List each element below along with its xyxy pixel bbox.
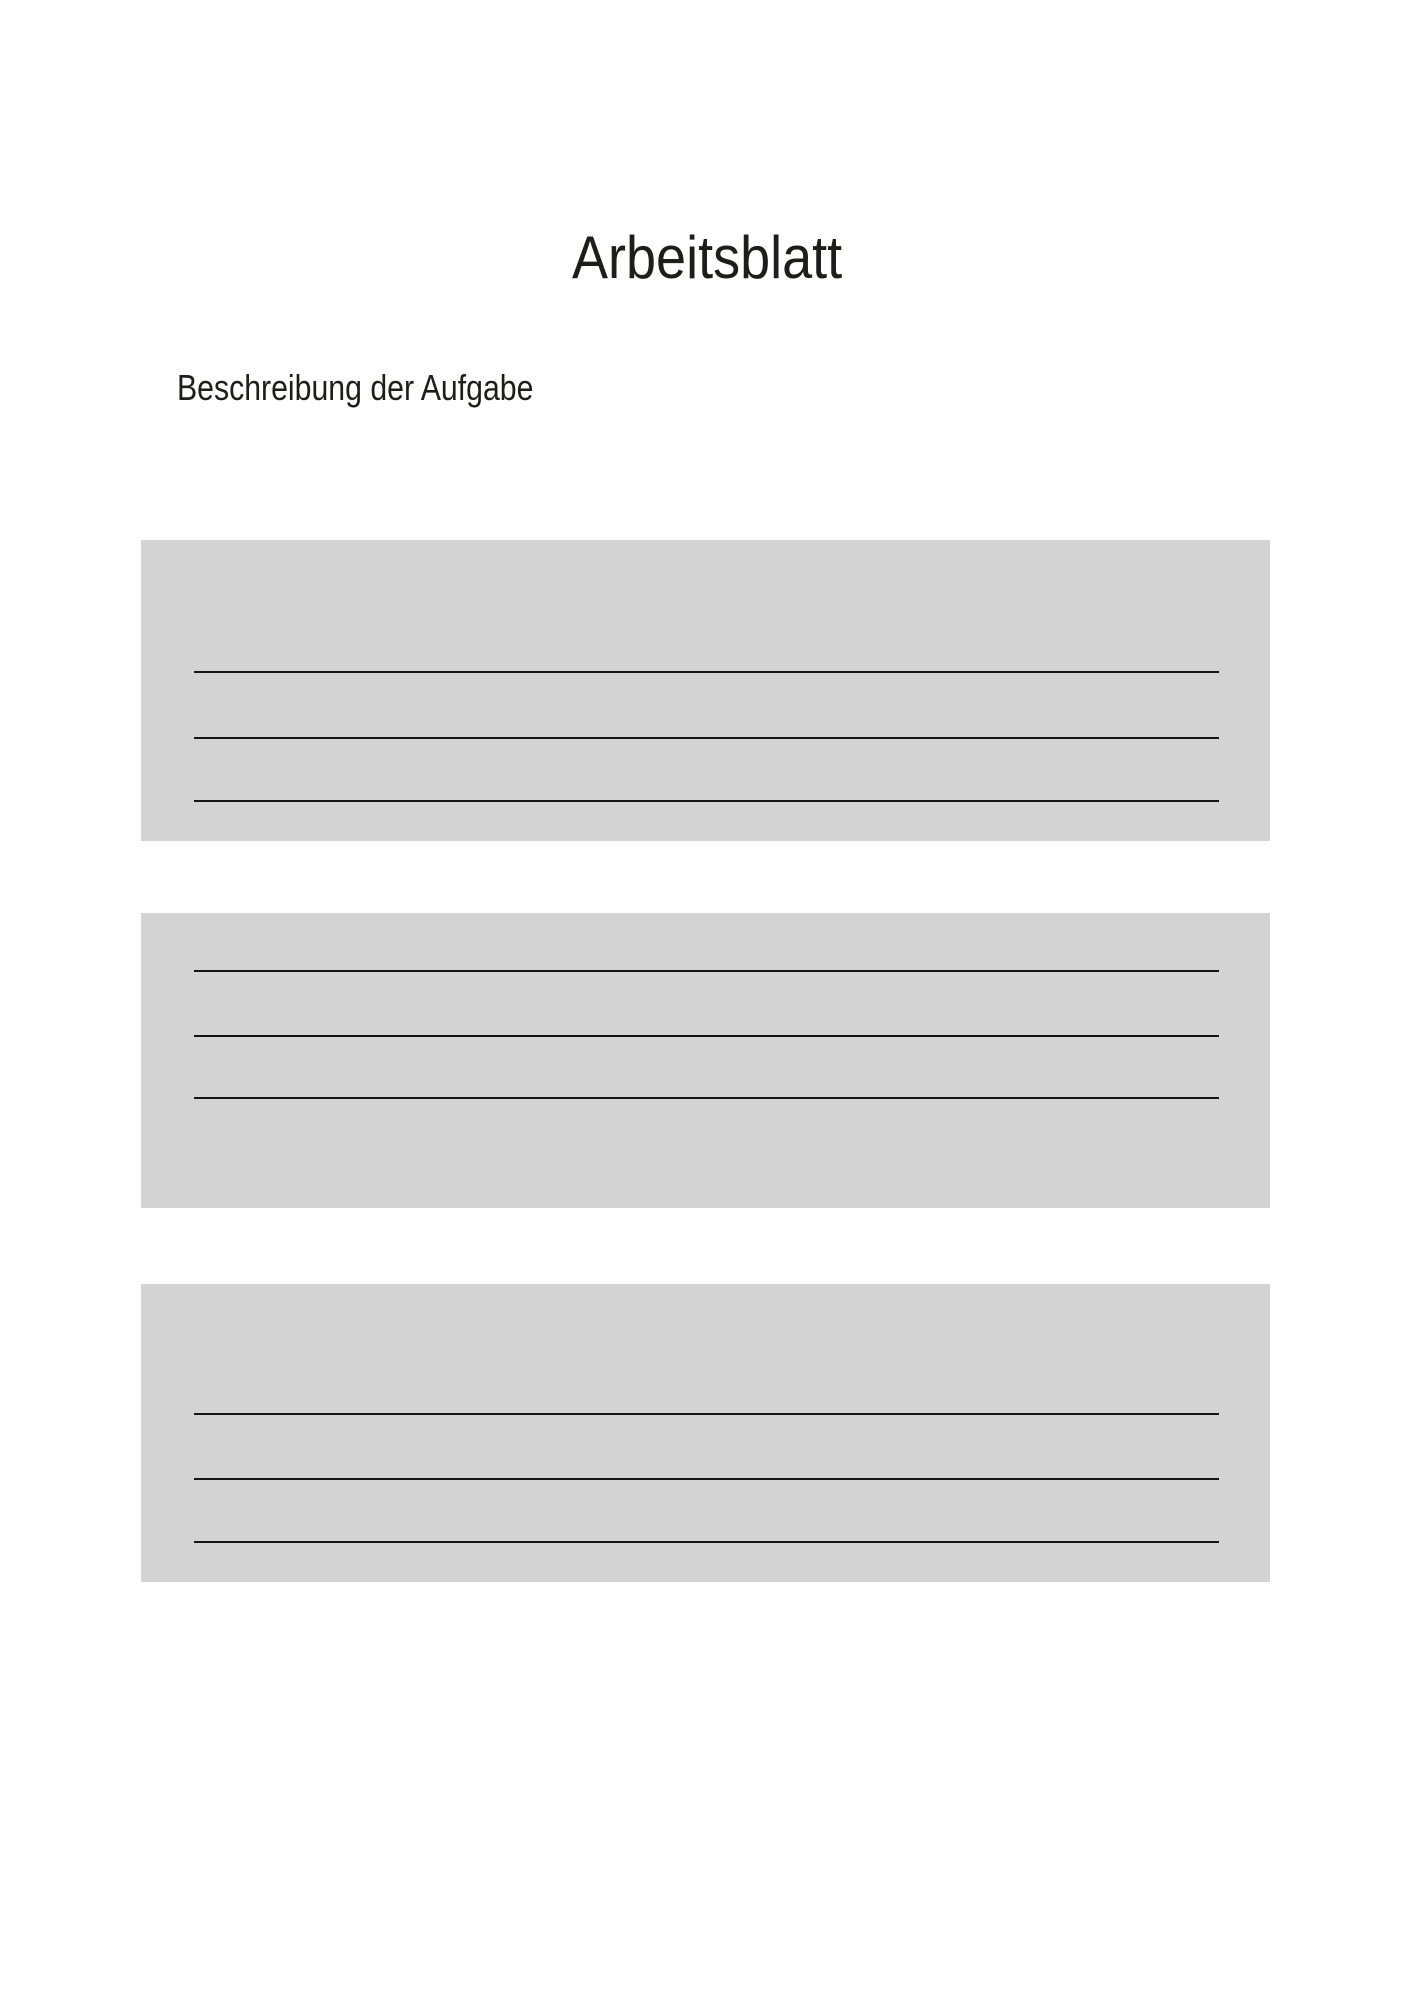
writing-line <box>194 671 1219 673</box>
page-title: Arbeitsblatt <box>571 224 843 291</box>
answer-box-3 <box>141 1284 1270 1582</box>
writing-line <box>194 1541 1219 1543</box>
answer-box-2 <box>141 913 1270 1208</box>
page-title-row <box>0 224 1414 291</box>
writing-line <box>194 800 1219 802</box>
writing-line <box>194 1478 1219 1480</box>
writing-line <box>194 737 1219 739</box>
writing-line <box>194 1097 1219 1099</box>
writing-line <box>194 970 1219 972</box>
task-description: Beschreibung der Aufgabe <box>177 367 534 408</box>
writing-line <box>194 1413 1219 1415</box>
writing-line <box>194 1035 1219 1037</box>
answer-box-1 <box>141 540 1270 841</box>
